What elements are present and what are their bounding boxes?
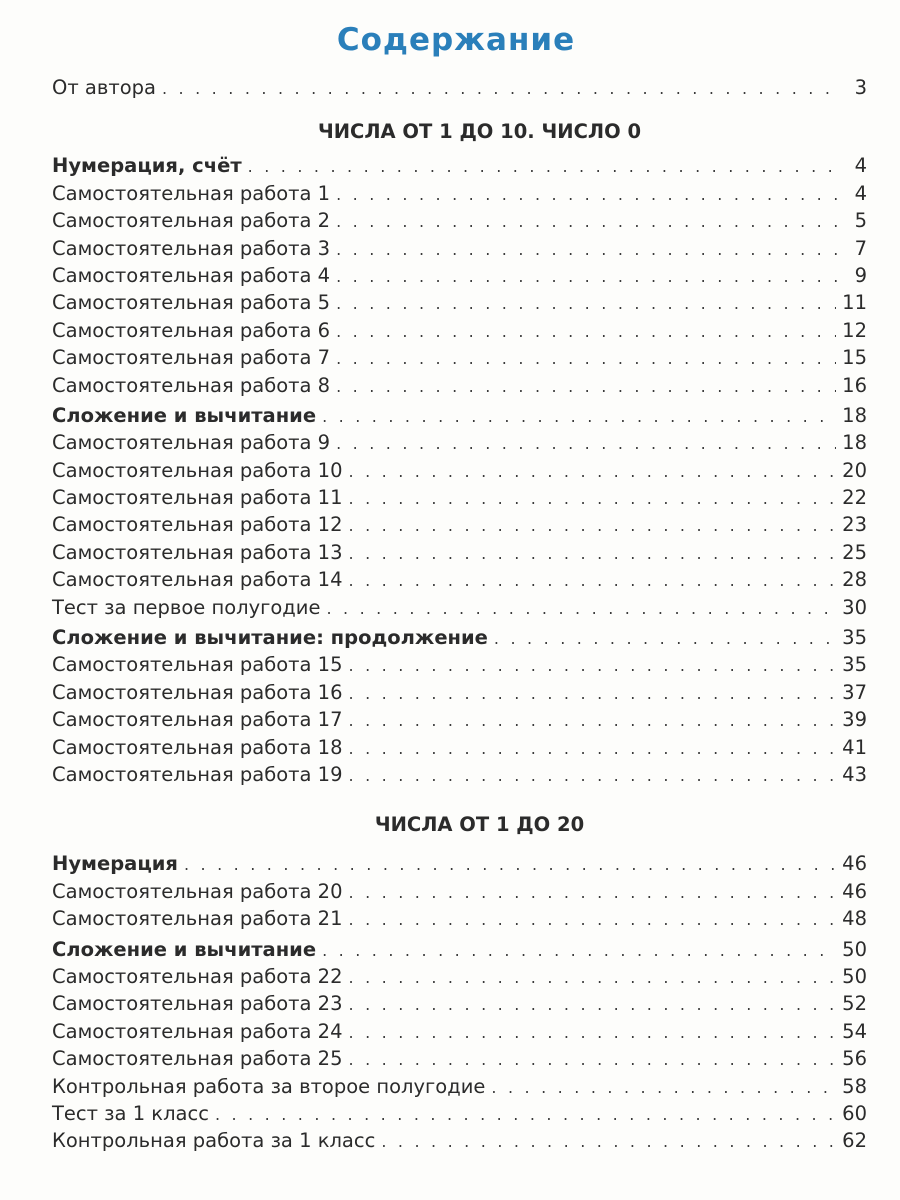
toc-entry-label: Самостоятельная работа 13 <box>52 540 343 564</box>
section-page: 46 <box>842 852 867 876</box>
dot-leader <box>336 236 839 263</box>
toc-entry-label: Самостоятельная работа 3 <box>52 236 331 260</box>
section-label: Нумерация <box>52 852 178 876</box>
dot-leader <box>349 567 837 594</box>
toc-entry[interactable] <box>52 594 867 621</box>
toc-entry[interactable] <box>52 963 867 990</box>
toc-entry-page: 12 <box>842 318 867 342</box>
section-heading[interactable] <box>52 152 867 179</box>
toc-entry-label: Самостоятельная работа 25 <box>52 1047 343 1071</box>
toc-entry[interactable] <box>52 539 867 566</box>
dot-leader <box>349 680 837 707</box>
toc-entry-label: Самостоятельная работа 2 <box>52 209 331 233</box>
toc-entry-label: Самостоятельная работа 22 <box>52 964 343 988</box>
dot-leader <box>349 879 837 906</box>
toc-entry-page: 28 <box>842 568 867 592</box>
dot-leader <box>326 595 836 622</box>
toc-entry-page: 4 <box>854 181 867 205</box>
dot-leader <box>322 937 836 964</box>
toc-entry-page: 39 <box>842 708 867 732</box>
toc-entry-label: Самостоятельная работа 18 <box>52 735 343 759</box>
dot-leader <box>248 153 839 180</box>
dot-leader <box>381 1128 836 1155</box>
section-heading[interactable] <box>52 850 867 877</box>
toc-entry[interactable] <box>52 706 867 733</box>
toc-entry[interactable] <box>52 1127 867 1154</box>
toc-entry-page: 41 <box>842 735 867 759</box>
dot-leader <box>494 625 836 652</box>
toc-entry[interactable] <box>52 1100 867 1127</box>
section-label: Сложение и вычитание <box>52 403 317 427</box>
section-page: 18 <box>842 403 867 427</box>
toc-entry-label: Самостоятельная работа 17 <box>52 708 343 732</box>
page-title: Содержание <box>336 22 576 58</box>
toc-entry[interactable] <box>52 235 867 262</box>
toc-entry-page: 9 <box>854 263 867 287</box>
dot-leader <box>349 458 837 485</box>
section-heading[interactable] <box>52 936 867 963</box>
dot-leader <box>491 1074 836 1101</box>
dot-leader <box>336 373 836 400</box>
toc-entry-label: Самостоятельная работа 5 <box>52 291 331 315</box>
toc-entry-label: Самостоятельная работа 21 <box>52 907 343 931</box>
dot-leader <box>215 1101 836 1128</box>
toc-entry-page: 60 <box>842 1101 867 1125</box>
toc-entry[interactable] <box>52 761 867 788</box>
toc-entry-page: 22 <box>842 486 867 510</box>
toc-entry-label: Самостоятельная работа 11 <box>52 486 343 510</box>
dot-leader <box>349 906 837 933</box>
toc-entry-page: 18 <box>842 431 867 455</box>
dot-leader <box>349 991 837 1018</box>
toc-entry-label: Самостоятельная работа 15 <box>52 653 343 677</box>
dot-leader <box>349 485 837 512</box>
section-label: Сложение и вычитание: продолжение <box>52 626 488 650</box>
toc-entry[interactable] <box>52 566 867 593</box>
toc-entry-page: 54 <box>842 1019 867 1043</box>
dot-leader <box>336 345 836 372</box>
section-heading[interactable] <box>52 624 867 651</box>
toc-entry-page: 52 <box>842 992 867 1016</box>
toc-entry[interactable] <box>52 511 867 538</box>
toc-entry-label: Самостоятельная работа 10 <box>52 458 343 482</box>
dot-leader <box>336 181 839 208</box>
toc-entry-label: Самостоятельная работа 8 <box>52 373 331 397</box>
toc-entry[interactable] <box>52 429 867 456</box>
toc-entry-page: 16 <box>842 373 867 397</box>
section-page: 50 <box>842 937 867 961</box>
toc-entry-intro[interactable] <box>52 74 867 101</box>
toc-entry-label: Самостоятельная работа 20 <box>52 879 343 903</box>
toc-entry[interactable] <box>52 317 867 344</box>
toc-entry[interactable] <box>52 1045 867 1072</box>
toc-entry[interactable] <box>52 344 867 371</box>
toc-entry-page: 20 <box>842 458 867 482</box>
dot-leader <box>349 1046 837 1073</box>
toc-entry-label: Самостоятельная работа 24 <box>52 1019 343 1043</box>
toc-entry-page: 23 <box>842 513 867 537</box>
toc-entry[interactable] <box>52 262 867 289</box>
toc-entry-page: 46 <box>842 879 867 903</box>
toc-entry-label: Тест за 1 класс <box>52 1101 209 1125</box>
toc-entry-label: Самостоятельная работа 12 <box>52 513 343 537</box>
dot-leader <box>336 290 836 317</box>
dot-leader <box>349 762 837 789</box>
dot-leader <box>349 964 837 991</box>
toc-entry-label: Контрольная работа за 1 класс <box>52 1129 376 1153</box>
toc-entry[interactable] <box>52 878 867 905</box>
section-page: 4 <box>854 154 867 178</box>
toc-entry-page: 58 <box>842 1074 867 1098</box>
toc-entry[interactable] <box>52 1073 867 1100</box>
dot-leader <box>162 75 839 102</box>
toc-entry-page: 25 <box>842 540 867 564</box>
dot-leader <box>349 512 837 539</box>
toc-entry-page: 15 <box>842 346 867 370</box>
dot-leader <box>336 208 839 235</box>
toc-entry-label: Самостоятельная работа 16 <box>52 680 343 704</box>
toc-entry-label: От автора <box>52 76 156 99</box>
toc-entry-label: Самостоятельная работа 4 <box>52 263 331 287</box>
toc-entry-label: Самостоятельная работа 23 <box>52 992 343 1016</box>
toc-entry-page: 3 <box>854 76 867 99</box>
dot-leader <box>349 707 837 734</box>
dot-leader <box>349 652 837 679</box>
toc-entry[interactable] <box>52 1018 867 1045</box>
toc-entry-page: 11 <box>842 291 867 315</box>
section-heading[interactable] <box>52 402 867 429</box>
dot-leader <box>349 540 837 567</box>
toc-entry-label: Самостоятельная работа 9 <box>52 431 331 455</box>
toc-entry-label: Контрольная работа за второе полугодие <box>52 1074 486 1098</box>
toc-entry-label: Самостоятельная работа 7 <box>52 346 331 370</box>
toc-entry-page: 30 <box>842 595 867 619</box>
toc-entry-page: 37 <box>842 680 867 704</box>
toc-entry-page: 50 <box>842 964 867 988</box>
toc-entry-label: Тест за первое полугодие <box>52 595 321 619</box>
toc-entry[interactable] <box>52 372 867 399</box>
dot-leader <box>336 430 836 457</box>
toc-entry-label: Самостоятельная работа 6 <box>52 318 331 342</box>
toc-entry-page: 43 <box>842 762 867 786</box>
dot-leader <box>322 403 836 430</box>
toc-entry-label: Самостоятельная работа 1 <box>52 181 331 205</box>
dot-leader <box>336 318 836 345</box>
section-page: 35 <box>842 626 867 650</box>
toc-entry[interactable] <box>52 905 867 932</box>
toc-entry[interactable] <box>52 651 867 678</box>
toc-entry[interactable] <box>52 990 867 1017</box>
toc-entry[interactable] <box>52 207 867 234</box>
toc-entry[interactable] <box>52 289 867 316</box>
toc-entry[interactable] <box>52 679 867 706</box>
toc-entry-page: 62 <box>842 1129 867 1153</box>
part-heading-2: ЧИСЛА ОТ 1 ДО 20 <box>374 813 585 837</box>
toc-entry-label: Самостоятельная работа 19 <box>52 762 343 786</box>
toc-entry-page: 56 <box>842 1047 867 1071</box>
toc-entry[interactable] <box>52 484 867 511</box>
toc-entry-page: 35 <box>842 653 867 677</box>
toc-entry-page: 48 <box>842 907 867 931</box>
dot-leader <box>349 735 837 762</box>
dot-leader <box>184 851 836 878</box>
table-of-contents <box>52 74 867 1155</box>
toc-entry-page: 7 <box>854 236 867 260</box>
dot-leader <box>349 1019 837 1046</box>
dot-leader <box>336 263 839 290</box>
toc-entry-label: Самостоятельная работа 14 <box>52 568 343 592</box>
toc-entry[interactable] <box>52 734 867 761</box>
section-label: Нумерация, счёт <box>52 154 242 178</box>
toc-entry[interactable] <box>52 180 867 207</box>
toc-entry[interactable] <box>52 457 867 484</box>
section-label: Сложение и вычитание <box>52 937 317 961</box>
toc-entry-page: 5 <box>854 209 867 233</box>
part-heading-1: ЧИСЛА ОТ 1 ДО 10. ЧИСЛО 0 <box>317 120 642 144</box>
